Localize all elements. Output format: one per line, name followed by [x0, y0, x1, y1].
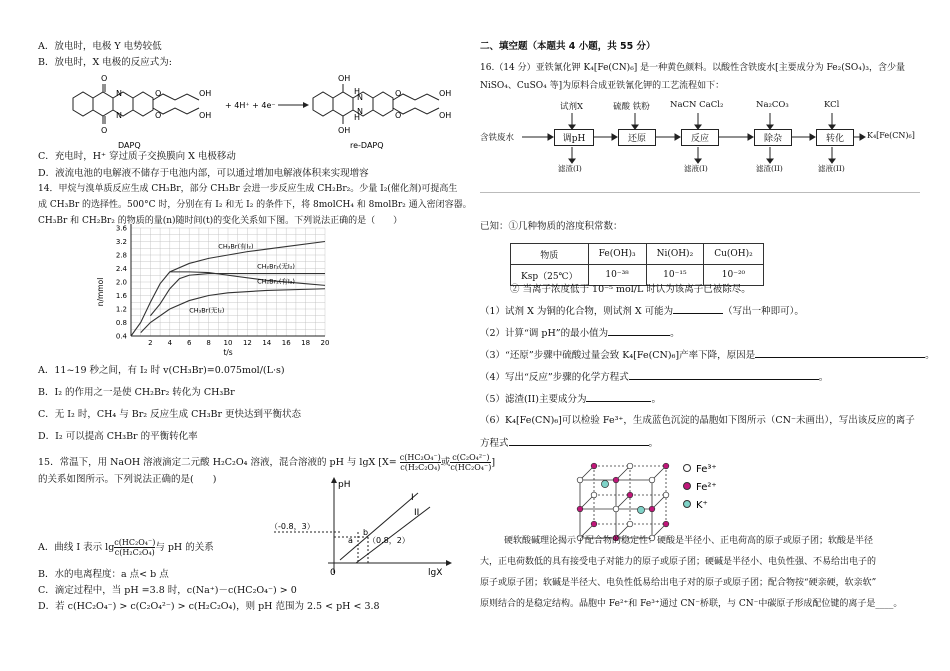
sub-q3 [480, 348, 935, 362]
y-tick-label: 2.4 [115, 265, 127, 273]
y-tick-label: 1.6 [115, 292, 127, 300]
q14-option-a: A．11~19 秒之间，有 I₂ 时 v(CH₃Br)=0.075mol/(L·s) [38, 365, 285, 376]
fe2-atom [577, 506, 583, 512]
y-tick-label: 0.8 [115, 319, 127, 327]
y-tick-label: 3.2 [115, 238, 127, 246]
flow-product: K₄[Fe(CN)₆] [867, 131, 915, 140]
q15-option-d: D．若 c(HC₂O₄⁻) > c(C₂O₄²⁻) > c(H₂C₂O₄)，则 pH 范围为 2.5 < pH < 3.8 [38, 601, 380, 612]
q14-stem-1: 14．甲烷与溴单质反应生成 CH₃Br，部分 CH₃Br 会进一步反应生成 CH₂Br₂。少量 I₂(催化剂)可提高生 [38, 184, 458, 194]
sub-q1 [480, 304, 804, 318]
filtrate-1: 滤液(I) [684, 164, 708, 173]
svg-text:H: H [354, 113, 361, 122]
q15-a-num: c(HC₂O₄⁻) [114, 538, 156, 547]
frac2-den: c(HC₂O₄⁻) [450, 463, 492, 472]
svg-text:OH: OH [199, 111, 212, 120]
sub4-end: 。 [818, 372, 829, 383]
y-tick-label: 1.2 [115, 305, 127, 314]
q15-chart [268, 475, 453, 580]
svg-text:OH: OH [338, 126, 351, 135]
sub1-text: （1）试剂 X 为铜的化合物，则试剂 X 可能为 [480, 306, 674, 317]
svg-text:O: O [101, 126, 108, 135]
q14-option-b: B．I₂ 的作用之一是使 CH₂Br₂ 转化为 CH₃Br [38, 387, 235, 398]
q15-option-a [38, 538, 214, 557]
y-tick-label: 2.8 [115, 251, 127, 260]
dapq-reaction-figure [63, 70, 458, 150]
x-tick-label: 20 [320, 339, 330, 347]
fe3-atom [663, 492, 669, 498]
ksp-header-nioh2: Ni(OH)₂ [646, 244, 704, 265]
section-title: 二、填空题（本题共 4 小题，共 55 分） [480, 41, 656, 52]
svg-text:O: O [155, 89, 162, 98]
x-tick-label: 18 [301, 339, 311, 347]
legend-label: Fe²⁺ [696, 482, 717, 493]
legend-label: Fe³⁺ [696, 464, 717, 475]
sub5-end: 。 [651, 394, 661, 405]
q15-stem-2: 的关系如图所示。下列说法正确的是( ) [38, 474, 217, 485]
q15-bracket: ] [491, 457, 496, 468]
x-tick-label: 14 [262, 339, 272, 347]
x-tick-label: 4 [167, 339, 173, 347]
fe2-atom [613, 477, 619, 483]
svg-text:N: N [116, 89, 122, 98]
svg-text:O: O [395, 111, 402, 120]
y-tick-label: 3.6 [115, 224, 127, 233]
fe3-atom [577, 477, 583, 483]
sub2-end: 。 [670, 328, 680, 339]
q15-a-post: 与 pH 的关系 [155, 542, 214, 553]
q14-stem-2: 成 CH₃Br 的选择性。500°C 时，分别在有 I₂ 和无 I₂ 的条件下，将 8molCH₄ 和 8molBr₂ 通入密闭容器。 [38, 200, 472, 210]
series-label: CH₃Br(无I₂) [189, 306, 225, 315]
reagent-na2co3: Na₂CO₃ [756, 100, 789, 110]
q14-stem-3: CH₃Br 和 CH₂Br₂ 的物质的量(n)随时间(t)的变化关系如下图。下列说法正确的是（ ） [38, 216, 403, 226]
ksp-row-label: Ksp（25℃） [511, 265, 589, 286]
ksp-nioh2: 10⁻¹⁵ [646, 265, 704, 286]
sub4-blank[interactable] [629, 370, 819, 380]
sub-q6-line1: （6）K₄[Fe(CN)₆]可以检验 Fe³⁺，生成蓝色沉淀的晶胞如下图所示（CN⁻未画出），写出该反应的离子 [480, 415, 915, 426]
fe2-atom [591, 463, 597, 469]
q15-a-fraction [114, 538, 155, 557]
fe3-atom [613, 506, 619, 512]
ksp-cuoh2: 10⁻²⁰ [704, 265, 764, 286]
sub1-end: （写出一种即可）。 [723, 306, 804, 317]
q13-option-c: C．充电时，H⁺ 穿过质子交换膜向 X 电极移动 [38, 151, 236, 162]
x-tick-label: 6 [186, 339, 192, 347]
known-label: 已知：①几种物质的溶度积常数： [480, 221, 623, 232]
flow-step-convert: 转化 [816, 129, 854, 146]
frac1-num: c(HC₂O₄⁻) [399, 453, 441, 462]
svg-text:O: O [101, 74, 108, 83]
c15-a: a [348, 536, 353, 545]
fe3-atom [649, 477, 655, 483]
frac1-den: c(H₂C₂O₄) [400, 463, 441, 472]
svg-text:N: N [357, 93, 363, 102]
ksp-header-row [511, 244, 764, 265]
para-1: 硬软酸碱理论揭示了配合物的稳定性：硬酸是半径小、正电荷高的原子或原子团；软酸是半径 [504, 536, 874, 546]
sub3-end: 。 [925, 350, 935, 361]
x-tick-label: 16 [281, 339, 291, 347]
svg-text:OH: OH [439, 89, 452, 98]
divider [480, 192, 920, 193]
reagent-acid-iron: 硫酸 铁粉 [613, 102, 650, 112]
sub6-blank[interactable] [509, 436, 649, 446]
q14-option-d: D．I₂ 可以提高 CH₃Br 的平衡转化率 [38, 431, 198, 442]
residue-2: 滤渣(II) [756, 164, 783, 173]
y-axis-label: n/mmol [96, 277, 105, 307]
fe2-atom [663, 521, 669, 527]
sub5-text: （5）滤渣(II)主要成分为 [480, 394, 587, 405]
svg-text:N: N [116, 111, 122, 120]
dapq-label: DAPQ [118, 141, 141, 150]
c15-xlabel: lgX [428, 568, 443, 578]
svg-text:OH: OH [199, 89, 212, 98]
svg-text:O: O [155, 111, 162, 120]
para-4: 原则结合的是稳定结构。晶胞中 Fe²⁺和 Fe³⁺通过 CN⁻桥联，与 CN⁻中碳原子形成配位键的离子是____。 [480, 599, 903, 609]
q15-option-b: B．水的电离程度：a 点< b 点 [38, 569, 169, 580]
sub4-text: （4）写出“反应”步骤的化学方程式 [480, 372, 629, 383]
fe3-atom [591, 492, 597, 498]
svg-text:O: O [395, 89, 402, 98]
reagent-x: 试剂X [560, 102, 584, 112]
svg-text:OH: OH [439, 111, 452, 120]
note-2: ② 当离子浓度低于 10⁻⁵ mol/L 时认为该离子已被除尽。 [510, 284, 751, 295]
flow-step-reduce: 还原 [618, 129, 656, 146]
series-label: CH₂Br₂(无I₂) [257, 262, 295, 271]
sub6-end: 。 [648, 438, 659, 449]
legend-swatch [684, 465, 691, 472]
fe2-atom [627, 492, 633, 498]
sub5-blank[interactable] [586, 392, 651, 402]
para-2: 大，正电荷数低的具有接受电子对能力的原子或原子团；硬碱是半径小、电负性强、不易给出电子的 [480, 557, 877, 567]
q15-a-den: c(H₂C₂O₄) [114, 548, 155, 557]
residue-1: 滤渣(I) [558, 164, 582, 173]
q13-option-a: A．放电时，电极 Y 电势较低 [38, 41, 162, 52]
reaction-reagents: + 4H⁺ + 4e⁻ [225, 101, 276, 110]
ksp-header-feoh3: Fe(OH)₃ [588, 244, 646, 265]
c15-origin: 0 [330, 568, 336, 578]
fe2-atom [649, 506, 655, 512]
filtrate-2: 滤液(II) [818, 164, 845, 173]
sub1-blank[interactable] [673, 304, 723, 314]
q15-or: 或 [440, 457, 451, 468]
k-atom [637, 506, 644, 513]
para-3: 原子或原子团；软碱是半径大、电负性低易给出电子对的原子或原子团；配合物按“硬亲硬，软亲软” [480, 578, 877, 588]
q14-option-c: C．无 I₂ 时，CH₄ 与 Br₂ 反应生成 CH₃Br 更快达到平衡状态 [38, 409, 302, 420]
ksp-header-substance: 物质 [511, 244, 589, 265]
sub-q4 [480, 370, 828, 384]
x-tick-label: 10 [223, 339, 233, 347]
x-tick-label: 12 [242, 339, 252, 347]
svg-text:N: N [357, 107, 363, 116]
flow-step-purify: 除杂 [754, 129, 792, 146]
legend-label: K⁺ [696, 500, 708, 511]
c15-point-b: （0.8，2） [368, 536, 410, 545]
y-tick-label: 2.0 [115, 278, 127, 287]
x-tick-label: 8 [206, 339, 211, 347]
q15-option-c: C．滴定过程中，当 pH =3.8 时，c(Na⁺)－c(HC₂O₄⁻) > 0 [38, 585, 297, 596]
svg-text:OH: OH [338, 74, 351, 83]
ksp-feoh3: 10⁻³⁸ [588, 265, 646, 286]
ksp-table [510, 243, 764, 286]
c15-ylabel: pH [338, 480, 351, 490]
q15-fraction-1 [400, 453, 441, 472]
q15-stem-1 [38, 453, 495, 472]
k-atom [601, 480, 608, 487]
ksp-header-cuoh2: Cu(OH)₂ [704, 244, 764, 265]
flow-start: 含铁废水 [480, 133, 515, 143]
crystal-cell-figure [572, 450, 752, 535]
sub-q6-line2 [480, 436, 658, 450]
legend-swatch [684, 501, 691, 508]
q13-option-b: B．放电时，X 电极的反应式为: [38, 57, 172, 68]
fe2-atom [663, 463, 669, 469]
series-label: CH₃Br(有I₂) [218, 242, 254, 251]
q15-fraction-2 [450, 453, 491, 472]
c15-line-I: I [411, 493, 414, 503]
y-tick-label: 0.4 [115, 332, 127, 341]
redapq-label: re-DAPQ [350, 141, 384, 150]
q15-stem-text: 15．常温下，用 NaOH 溶液滴定二元酸 H₂C₂O₄ 溶液，混合溶液的 pH 与 lgX [X= [38, 457, 397, 468]
c15-line-II: II [414, 508, 420, 518]
q14-chart [93, 222, 333, 357]
sub2-blank[interactable] [608, 326, 670, 336]
flow-step-ph: 调pH [554, 129, 594, 146]
q13-option-d: D．液流电池的电解液不储存于电池内部，可以通过增加电解液体积来实现增容 [38, 168, 369, 179]
c15-b: b [363, 528, 369, 537]
q16-stem-1: 16.（14 分）亚铁氰化钾 K₄[Fe(CN)₆] 是一种黄色颜料。以酸性含铁废水[主要成分为 Fe₂(SO₄)₃，含少量 [480, 63, 906, 73]
sub2-text: （2）计算“调 pH”的最小值为 [480, 328, 609, 339]
reagent-nacn: NaCN CaCl₂ [670, 100, 724, 110]
c15-point-a: （-0.8，3） [270, 522, 315, 531]
sub6-text: 方程式 [480, 438, 509, 449]
series-label: CH₂Br₂(有I₂) [257, 277, 295, 286]
sub3-text: （3）“还原”步骤中硫酸过量会致 K₄[Fe(CN)₆]产率下降，原因是 [480, 350, 756, 361]
frac2-num: c(C₂O₄²⁻) [452, 453, 490, 462]
fe3-atom [627, 521, 633, 527]
q15-a-pre: A．曲线 I 表示 lg [38, 542, 115, 553]
sub-q5 [480, 392, 661, 406]
svg-text:H: H [354, 87, 361, 96]
process-flowchart [480, 97, 920, 179]
fe3-atom [627, 463, 633, 469]
x-tick-label: 2 [148, 339, 153, 347]
x-axis-label: t/s [223, 348, 233, 357]
legend-swatch [684, 483, 691, 490]
sub-q2 [480, 326, 680, 340]
reagent-kcl: KCl [824, 100, 840, 110]
q16-stem-2: NiSO₄、CuSO₄ 等]为原料合成亚铁氰化钾的工艺流程如下： [480, 81, 725, 91]
flow-step-react: 反应 [681, 129, 719, 146]
sub3-blank[interactable] [755, 348, 925, 358]
fe2-atom [591, 521, 597, 527]
